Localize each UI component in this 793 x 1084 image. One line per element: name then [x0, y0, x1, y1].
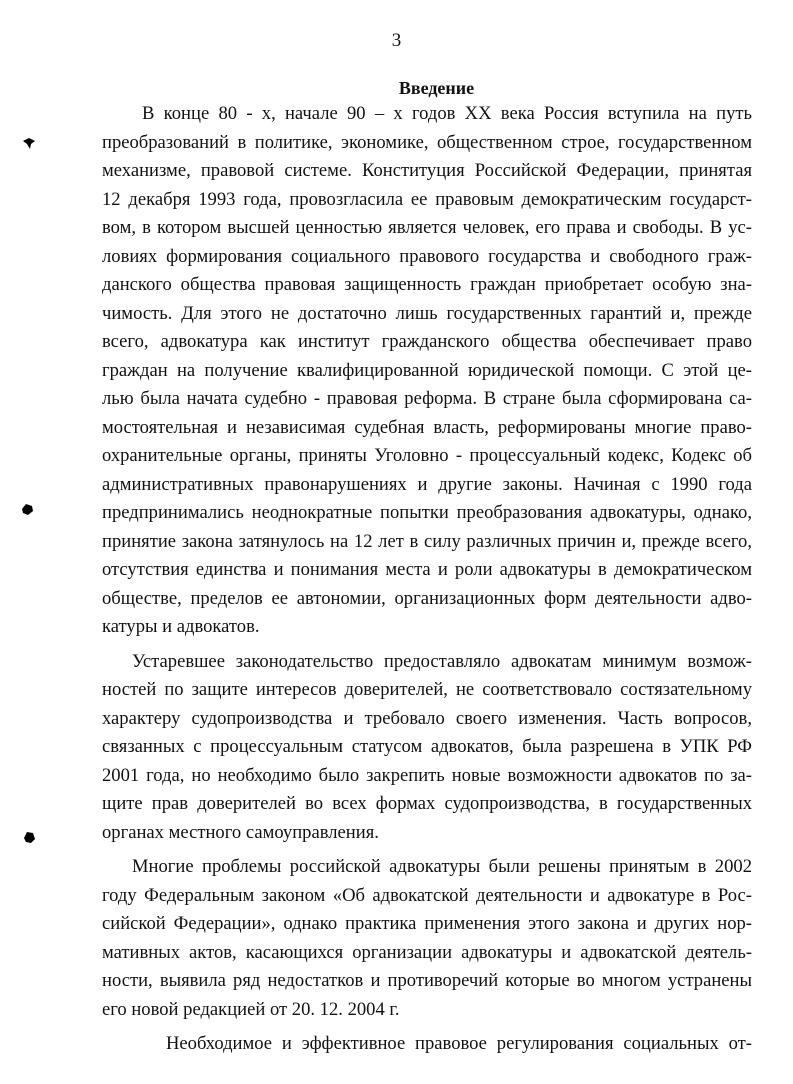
text-line: обществе, пределов ее автономии, организационных форм деятельности адво- [102, 587, 752, 609]
text-line: административных правонарушениях и другие законы. Начиная с 1990 года [102, 473, 752, 495]
text-line: характеру судопроизводства и требовало своего изменения. Часть вопросов, [102, 707, 752, 729]
page-title: Введение [398, 78, 475, 98]
paragraph [102, 648, 752, 848]
text-line: году Федеральным законом «Об адвокатской деятельности и адвокатуре в Рос- [102, 884, 752, 906]
text-line: его новой редакцией от 20. 12. 2004 г. [102, 998, 400, 1020]
text-line: ловиях формирования социального правового государства и свободного граж- [102, 245, 752, 267]
paragraph [102, 1030, 752, 1059]
text-line: вом, в котором высшей ценностью является человек, его права и свободы. В ус- [102, 217, 752, 238]
text-line: данского общества правовая защищенность граждан приобретает особую зна- [102, 274, 752, 295]
punch-mark-icon [20, 502, 34, 516]
text-line: мостоятельная и независимая судебная власть, реформированы многие право- [102, 416, 752, 438]
text-line: связанных с процессуальным статусом адвокатов, была разрешена в УПК РФ [102, 736, 752, 757]
paragraph [102, 853, 752, 1024]
text-line: Многие проблемы российской адвокатуры были решены принятым в 2002 [132, 856, 752, 877]
text-line: охранительные органы, приняты Уголовно - процессуальный кодекс, Кодекс об [102, 445, 752, 466]
text-line: преобразований в политике, экономике, общественном строе, государственном [102, 131, 752, 153]
text-line: 12 декабря 1993 года, провозгласила ее правовым демократическим государст- [102, 188, 752, 210]
punch-mark-icon [22, 136, 36, 150]
text-line: Необходимое и эффективное правовое регулирования социальных от- [166, 1033, 752, 1054]
text-line: сийской Федерации», однако практика применения этого закона и других нор- [102, 913, 752, 934]
text-line: ностей по защите интересов доверителей, не соответствовало состязательному [102, 679, 752, 700]
text-line: 2001 года, но необходимо было закрепить новые возможности адвокатов по за- [102, 764, 752, 786]
text-line: мативных актов, касающихся организации адвокатуры и адвокатской деятель- [102, 941, 752, 963]
text-line: ности, выявила ряд недостатков и противоречий которые во многом устранены [102, 970, 752, 991]
paragraph [102, 100, 752, 642]
text-line: органах местного самоуправления. [102, 821, 379, 843]
text-line: щите прав доверителей во всех формах судопроизводства, в государственных [102, 793, 752, 814]
text-line: предпринимались неоднократные попытки преобразования адвокатуры, однако, [102, 502, 752, 523]
text-line: отсутствия единства и понимания места и роли адвокатуры в демократическом [102, 559, 752, 580]
text-line: Устаревшее законодательство предоставляло адвокатам минимум возмож- [132, 650, 752, 672]
punch-mark-icon [22, 830, 36, 844]
text-line: принятие закона затянулось на 12 лет в силу различных причин и, прежде всего, [102, 530, 752, 552]
text-line: всего, адвокатура как институт гражданского общества обеспечивает право [102, 331, 752, 352]
text-line: катуры и адвокатов. [102, 616, 260, 637]
document-body [102, 100, 752, 1059]
page-number: 3 [391, 30, 402, 51]
text-line: лью была начата судебно - правовая реформа. В стране была сформирована са- [102, 388, 752, 409]
text-line: В конце 80 - х, начале 90 – х годов XX века Россия вступила на путь [142, 103, 752, 124]
text-line: чимость. Для этого не достаточно лишь государственных гарантий и, прежде [102, 302, 752, 324]
text-line: граждан на получение квалифицированной юридической помощи. С этой це- [102, 359, 752, 381]
text-line: механизме, правовой системе. Конституция Российской Федерации, принятая [102, 160, 752, 181]
